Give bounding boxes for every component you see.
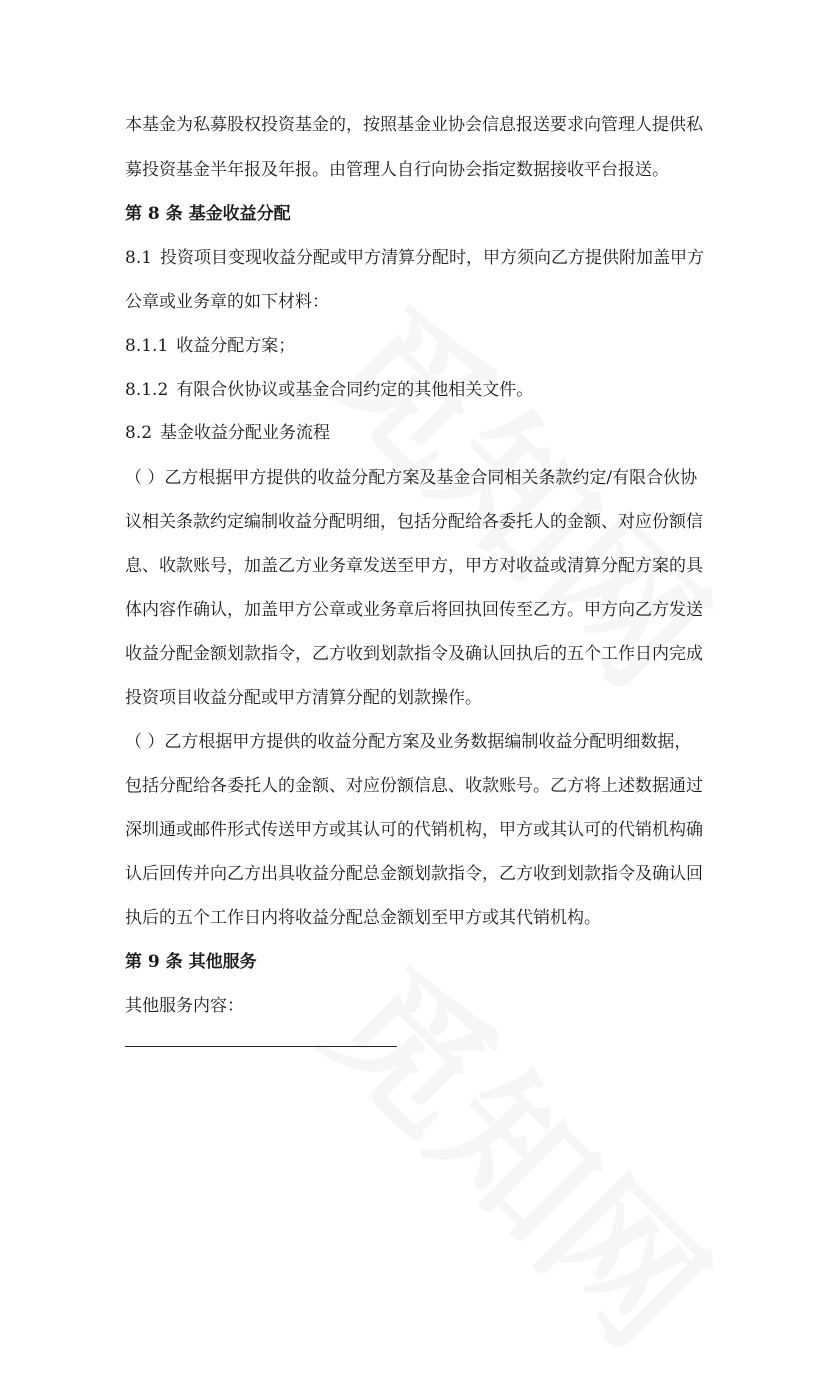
other-services-label: 其他服务内容： bbox=[125, 996, 244, 1016]
paragraph-1-line: 投资项目收益分配或甲方清算分配的划款操作。 bbox=[125, 688, 482, 708]
section-8-1 bbox=[125, 248, 704, 268]
paragraph-1-line: （ ）乙方根据甲方提供的收益分配方案及基金合同相关条款约定/有限合伙协 bbox=[125, 468, 698, 488]
text-line: 募投资基金半年报及年报。由管理人自行向协会指定数据接收平台报送。 bbox=[125, 160, 669, 180]
section-text: 有限合伙协议或基金合同约定的其他相关文件。 bbox=[176, 380, 534, 400]
section-text: 收益分配方案； bbox=[176, 336, 296, 356]
paragraph-1-line: 议相关条款约定编制收益分配明细，包括分配给各委托人的金额、对应份额信 bbox=[125, 512, 703, 532]
paragraph-2-line: 执后的五个工作日内将收益分配总金额划至甲方或其代销机构。 bbox=[125, 908, 601, 928]
section-text: 投资项目变现收益分配或甲方清算分配时，甲方须向乙方提供附加盖甲方 bbox=[160, 248, 705, 268]
article-9-heading: 第 9 条 其他服务 bbox=[125, 952, 257, 972]
paragraph-2-line: 包括分配给各委托人的金额、对应份额信息、收款账号。乙方将上述数据通过 bbox=[125, 776, 703, 796]
section-8-2 bbox=[125, 423, 330, 443]
section-8-1-2 bbox=[125, 380, 533, 400]
paragraph-1-line: 息、收款账号，加盖乙方业务章发送至甲方，甲方对收益或清算分配方案的具 bbox=[125, 556, 703, 576]
section-number: 8.1 bbox=[125, 248, 153, 268]
section-8-1-1 bbox=[125, 336, 295, 356]
article-8-heading: 第 8 条 基金收益分配 bbox=[125, 204, 291, 224]
watermark bbox=[290, 913, 761, 1383]
section-8-1-continued: 公章或业务章的如下材料： bbox=[125, 292, 329, 312]
section-number: 8.2 bbox=[125, 423, 153, 443]
paragraph-1-line: 体内容作确认，加盖甲方公章或业务章后将回执回传至乙方。甲方向乙方发送 bbox=[125, 600, 703, 620]
paragraph-2-line: 认后回传并向乙方出具收益分配总金额划款指令，乙方收到划款指令及确认回 bbox=[125, 864, 703, 884]
paragraph-1-line: 收益分配金额划款指令，乙方收到划款指令及确认回执后的五个工作日内完成 bbox=[125, 644, 703, 664]
section-text: 基金收益分配业务流程 bbox=[160, 423, 331, 443]
paragraph-2-line: （ ）乙方根据甲方提供的收益分配方案及业务数据编制收益分配明细数据， bbox=[125, 732, 692, 752]
section-number: 8.1.2 bbox=[125, 380, 169, 400]
paragraph-2-line: 深圳通或邮件形式传送甲方或其认可的代销机构，甲方或其认可的代销机构确 bbox=[125, 820, 703, 840]
text-line: 本基金为私募股权投资基金的，按照基金业协会信息报送要求向管理人提供私 bbox=[125, 115, 703, 135]
section-number: 8.1.1 bbox=[125, 336, 169, 356]
fill-in-line bbox=[125, 1046, 397, 1047]
